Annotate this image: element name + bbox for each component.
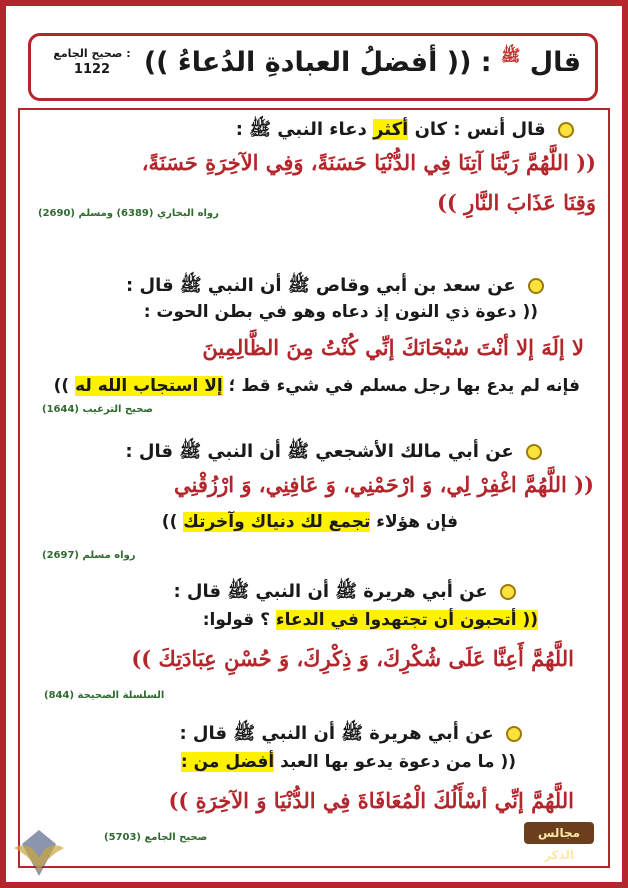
hadith-3-dua: (( اللَّهُمَّ اغْفِرْ لِي، وَ ارْحَمْنِي، وَ عَافِنِي، وَ ارْزُقْنِي: [174, 472, 594, 497]
saw-glyph: ﷺ: [501, 46, 521, 65]
hadith-2-intro: [126, 274, 544, 300]
bullet-icon: [500, 584, 516, 600]
hadith-4-line-2: [203, 610, 538, 630]
hadith-1-intro-b: : كان: [414, 119, 461, 140]
hadith-5-highlight: أفضل من :: [180, 752, 275, 772]
bullet-icon: [506, 726, 522, 742]
hadith-2-line-2: (( دعوة ذي النون إذ دعاه وهو في بطن الحوت :: [143, 302, 538, 322]
hadith-1-intro-c: دعاء النبي ﷺ :: [235, 119, 367, 140]
hadith-3-line-2: [162, 512, 458, 532]
content-box: [18, 108, 610, 868]
hadith-3-intro: [125, 440, 542, 466]
header-reference: [47, 46, 137, 78]
hadith-1-dua-1: (( اللَّهُمَّ رَبَّنَا آتِنَا فِي الدُّنْيَا حَسَنَةً، وَفِي الآخِرَةِ حَسَنَةً،: [141, 150, 596, 175]
hadith-3-intro-text: عن أبي مالك الأشجعي ﷺ أن النبي ﷺ قال :: [125, 441, 514, 462]
hadith-1-intro-highlight: أكثر: [373, 119, 409, 140]
hadith-3-highlight: تجمع لك دنياك وآخرتك: [183, 512, 371, 532]
hadith-2-line-3-a: فإنه لم يدع بها رجل مسلم في شيء قط ؛: [228, 376, 580, 396]
hadith-3-line-2-b: )): [161, 512, 178, 532]
header-quote: : (( أفضلُ العبادةِ الدُعاءُ )): [143, 47, 492, 78]
hadith-3-source: رواه مسلم (2697): [42, 550, 136, 561]
ref-number: 1122: [73, 62, 111, 77]
crest-watermark-icon: [4, 824, 74, 884]
hadith-1-intro-a: قال أنس: [466, 119, 546, 140]
hadith-4-line-2-b: ؟ قولوا:: [202, 610, 270, 630]
hadith-1-dua-2: وَقِنَا عَذَابَ النَّارِ )): [437, 190, 596, 215]
hadith-2-intro-text: عن سعد بن أبي وقاص ﷺ أن النبي ﷺ قال :: [126, 275, 516, 296]
hadith-1-intro: [236, 118, 574, 144]
hadith-2-dua: لا إلَهَ إلا أنْتَ سُبْحَانَكَ إنِّي كُنْتُ مِنَ الظَّالِمِينَ: [202, 335, 584, 360]
bullet-icon: [526, 444, 542, 460]
hadith-4-intro-text: عن أبي هريرة ﷺ أن النبي ﷺ قال :: [173, 581, 488, 602]
hadith-5-line-2: [181, 752, 516, 772]
ref-label: صحيح الجامع :: [53, 47, 131, 60]
bullet-icon: [528, 278, 544, 294]
majalis-logo: مجالس الذكر: [524, 822, 594, 844]
header-box: [28, 33, 598, 101]
hadith-4-highlight: (( أتحبون أن تجتهدوا في الدعاء: [275, 610, 538, 630]
hadith-4-dua: اللَّهُمَّ أَعِنَّا عَلَى شُكْرِكَ، وَ ذِكْرِكَ، وَ حُسْنِ عِبَادَتِكَ )): [131, 646, 574, 671]
hadith-5-intro: [179, 722, 522, 748]
hadith-5-source: صحيح الجامع (5703): [104, 832, 208, 843]
hadith-4-intro: [173, 580, 516, 606]
hadith-2-source: صحيح الترغيب (1644): [42, 404, 154, 415]
hadith-4-source: السلسلة الصحيحة (844): [44, 690, 165, 701]
hadith-2-line-3-b: )): [53, 376, 70, 396]
hadith-5-intro-text: عن أبي هريرة ﷺ أن النبي ﷺ قال :: [179, 723, 494, 744]
hadith-2-line-3: [54, 376, 580, 396]
header-title: [144, 46, 581, 78]
hadith-2-highlight: إلا استجاب الله له: [75, 376, 223, 396]
bullet-icon: [558, 122, 574, 138]
header-prefix: قال: [529, 47, 581, 78]
hadith-5-line-2-a: (( ما من دعوة يدعو بها العبد: [280, 752, 516, 772]
hadith-5-dua: اللَّهُمَّ إنِّي أسْأَلُكَ الْمُعَافَاةَ فِي الدُّنْيَا وَ الآخِرَةِ )): [168, 788, 574, 813]
hadith-3-line-2-a: فإن هؤلاء: [376, 512, 458, 532]
hadith-1-source: رواه البخاري (6389) ومسلم (2690): [38, 208, 219, 219]
